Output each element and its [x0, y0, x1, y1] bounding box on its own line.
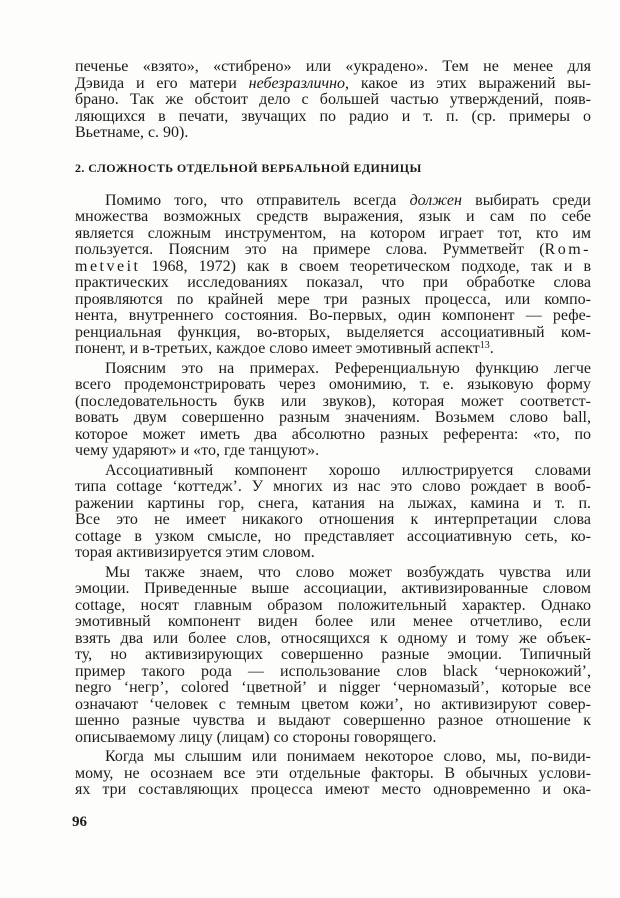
text-run: понент, и в-третьих, каждое слово имеет эмотивный аспект: [75, 340, 480, 357]
text-line: [75, 730, 591, 747]
text-run: является сложным инструментом, на котором играет тот, кто им: [75, 224, 591, 242]
text-run: Все это не имеет никакого отношения к интерпретации слова: [75, 511, 591, 528]
page-body: [75, 59, 591, 799]
text-run: всего продемонстрировать через омонимию, т. е. языковую форму: [75, 376, 591, 393]
text-run: эмотивный компонент виден более или менее отчетливо, если: [75, 613, 591, 630]
text-line: [75, 325, 591, 342]
text-run: (последовательность букв или звуков), которая может соответст-: [75, 392, 591, 410]
italic-text: небезразлично: [248, 74, 346, 92]
text-run: Ассоциативный компонент хорошо иллюстрируется словами: [105, 461, 591, 479]
text-line: [75, 292, 591, 309]
text-line: [75, 341, 591, 358]
text-run: шенно разные чувства и выдают совершенно разное отношение к: [75, 712, 591, 729]
text-run: нента, внутреннего состояния. Во-первых, один компонент — рефе-: [75, 307, 591, 324]
text-run: Вьетнаме, с. 90).: [75, 124, 189, 141]
text-line: [75, 125, 591, 142]
text-line: [75, 92, 591, 109]
text-line: [75, 427, 591, 444]
text-run: Поясним это на примерах. Референциальную функцию легче: [105, 359, 591, 377]
text-line: [75, 614, 591, 631]
text-run: описываемому лицу (лицам) со стороны говорящего.: [75, 728, 437, 746]
text-line: [75, 226, 591, 243]
text-line: [75, 749, 591, 766]
text-line: [75, 463, 591, 480]
text-run: эмоции. Приведенные выше ассоциации, активизированные словом: [75, 580, 591, 597]
text-run: вовать двум совершенно разным значениям. Возьмем слово ball,: [75, 409, 591, 426]
text-run: negro ‘негр’, colored ‘цветной’ и nigger ‘черномазый’, которые все: [75, 679, 591, 696]
text-run: ренциальная функция, во-вторых, выделяется ассоциативный ком-: [75, 323, 591, 341]
text-line: [75, 76, 591, 93]
text-run: ляющихся в печати, звучащих по радио и т. п. (ср. примеры о: [75, 107, 591, 125]
text-line: [75, 631, 591, 648]
text-run: печенье «взято», «стибрено» или «украдено». Тем не менее для: [75, 58, 591, 75]
paragraph: [75, 749, 591, 799]
text-line: [75, 209, 591, 226]
text-run: выбирать среди: [461, 191, 591, 209]
section-heading: 2. СЛОЖНОСТЬ ОТДЕЛЬНОЙ ВЕРБАЛЬНОЙ ЕДИНИЦЫ: [75, 160, 422, 175]
text-line: [75, 193, 591, 210]
text-line: [75, 377, 591, 394]
text-line: [75, 713, 591, 730]
text-run: cottage в узком смысле, но представляет ассоциативную сеть, ко-: [75, 527, 591, 545]
text-line: [75, 545, 591, 562]
text-line: [75, 598, 591, 615]
text-run: брано. Так же обстоит дело с большей частью утверждений, появ-: [75, 91, 591, 108]
page-number: 96: [72, 814, 87, 830]
text-line: [75, 766, 591, 783]
text-line: [75, 664, 591, 681]
text-run: cottage, носят главным образом положительный характер. Однако: [75, 596, 591, 614]
text-run: пользуется. Поясним это на примере слова. Румметвейт (: [75, 241, 545, 258]
text-run: практических исследованиях показал, что при обработке слова: [75, 274, 591, 291]
text-line: [75, 581, 591, 598]
text-line: [75, 361, 591, 378]
text-run: Мы также знаем, что слово может возбуждать чувства или: [105, 563, 591, 581]
text-run: которое может иметь два абсолютно разных референта: «то, по: [75, 425, 591, 443]
text-run: Помимо того, что отправитель всегда: [105, 191, 410, 209]
paragraph: [75, 361, 591, 460]
spaced-text: metveit: [75, 257, 141, 275]
text-run: проявляются по крайней мере три разных процесса, или компо-: [75, 290, 591, 308]
italic-text: должен: [409, 191, 462, 209]
paragraph: [75, 565, 591, 747]
text-line: [75, 529, 591, 546]
text-run: пример такого рода — использование слов black ‘чернокожий’,: [75, 662, 591, 680]
text-run: , какое из этих выражений вы-: [345, 74, 592, 92]
text-run: торая активизируется этим словом.: [75, 544, 315, 561]
text-line: [75, 496, 591, 513]
text-run: означают ‘человек с темным цветом кожи’, но активизируют совер-: [75, 695, 591, 713]
text-line: [75, 275, 591, 292]
text-line: [75, 109, 591, 126]
paragraph: [75, 193, 591, 358]
text-line: [75, 565, 591, 582]
text-run: множества возможных средств выражения, язык и сам по себе: [75, 208, 591, 225]
text-run: типа cottage ‘коттедж’. У многих из нас это слово рождает в вооб-: [75, 478, 591, 495]
text-line: [75, 394, 591, 411]
text-run: ражении картины гор, снега, катания на лыжах, камина и т. п.: [75, 494, 591, 512]
text-run: ях три составляющих процесса имеют место одновременно и ока-: [75, 781, 591, 798]
text-line: [75, 782, 591, 799]
text-line: [75, 680, 591, 697]
text-run: .: [489, 340, 494, 357]
text-line: [75, 512, 591, 529]
text-run: чему ударяют» и «то, где танцуют».: [75, 442, 320, 459]
paragraph: [75, 59, 591, 142]
text-line: [75, 443, 591, 460]
paragraph: [75, 463, 591, 562]
text-line: [75, 479, 591, 496]
text-run: ту, но активизирующих совершенно разные эмоции. Типичный: [75, 646, 591, 663]
text-line: [75, 259, 591, 276]
text-run: Когда мы слышим или понимаем некоторое слово, мы, по-види-: [105, 748, 591, 765]
spaced-text: Rom-: [544, 241, 591, 258]
text-line: [75, 308, 591, 325]
text-line: [75, 242, 591, 259]
text-run: мому, не осознаем все эти отдельные факторы. В обычных услови-: [75, 764, 591, 782]
text-run: Дэвида и его матери: [75, 74, 249, 92]
text-line: [75, 59, 591, 76]
text-run: взять два или более слов, относящихся к одному и тому же объек-: [75, 629, 591, 647]
text-line: [75, 647, 591, 664]
text-run: 1968, 1972) как в своем теоретическом подходе, так и в: [140, 257, 591, 275]
text-line: [75, 697, 591, 714]
text-line: [75, 410, 591, 427]
footnote-marker: 13: [479, 340, 490, 351]
